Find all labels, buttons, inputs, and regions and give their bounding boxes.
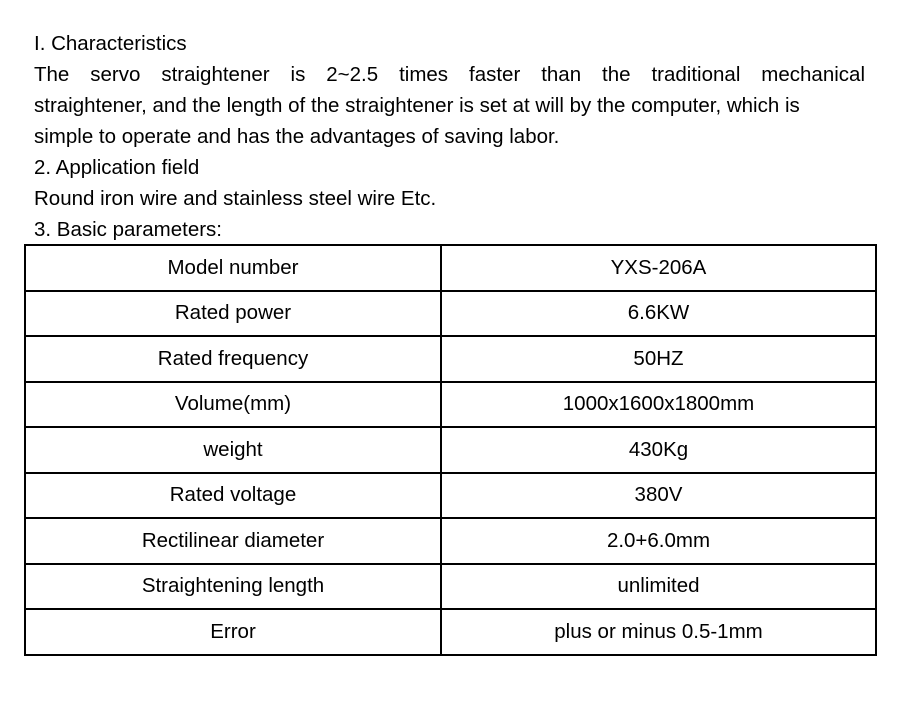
parameter-label: Error — [25, 609, 441, 655]
parameter-label: Rated power — [25, 291, 441, 337]
table-row — [25, 427, 876, 473]
table-row — [25, 473, 876, 519]
application-text: Round iron wire and stainless steel wire Etc. — [34, 187, 437, 210]
parameter-label: Straightening length — [25, 564, 441, 610]
parameter-value: 430Kg — [441, 427, 876, 473]
parameter-value: 2.0+6.0mm — [441, 518, 876, 564]
parameter-value: 50HZ — [441, 336, 876, 382]
document-body — [34, 28, 865, 245]
parameter-value: 6.6KW — [441, 291, 876, 337]
characteristics-heading: I. Characteristics — [34, 32, 187, 55]
parameters-table — [24, 244, 877, 656]
table-row — [25, 609, 876, 655]
parameter-value: YXS-206A — [441, 245, 876, 291]
table-row — [25, 336, 876, 382]
parameter-value: unlimited — [441, 564, 876, 610]
table-row — [25, 245, 876, 291]
parameters-heading: 3. Basic parameters: — [34, 218, 222, 241]
parameter-label: Volume(mm) — [25, 382, 441, 428]
parameter-label: Rectilinear diameter — [25, 518, 441, 564]
table-row — [25, 518, 876, 564]
parameter-label: weight — [25, 427, 441, 473]
characteristics-line-2: straightener, and the length of the straightener is set at will by the computer, which is — [34, 94, 800, 117]
characteristics-line-3: simple to operate and has the advantages of saving labor. — [34, 125, 560, 148]
parameter-label: Model number — [25, 245, 441, 291]
table-row — [25, 564, 876, 610]
parameter-value: 1000x1600x1800mm — [441, 382, 876, 428]
characteristics-line-1: The servo straightener is 2~2.5 times faster than the traditional mechanical — [34, 63, 865, 86]
table-row — [25, 291, 876, 337]
parameter-value: 380V — [441, 473, 876, 519]
parameter-value: plus or minus 0.5-1mm — [441, 609, 876, 655]
application-heading: 2. Application field — [34, 156, 200, 179]
table-row — [25, 382, 876, 428]
parameter-label: Rated frequency — [25, 336, 441, 382]
parameter-label: Rated voltage — [25, 473, 441, 519]
